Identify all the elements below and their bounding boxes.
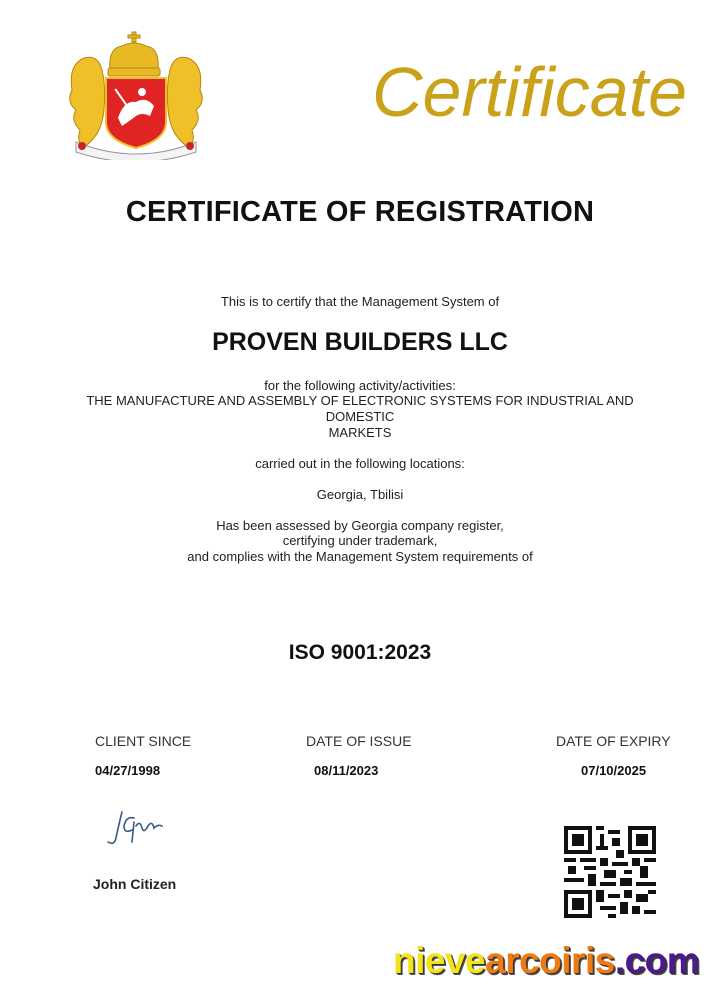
company-name: PROVEN BUILDERS LLC	[212, 328, 508, 356]
intro-text: This is to certify that the Management System of	[220, 294, 500, 309]
activity-line: MARKETS	[328, 425, 392, 440]
date-of-issue-value: 08/11/2023	[314, 763, 379, 778]
client-since-label: CLIENT SINCE	[95, 733, 192, 749]
signer-name: John Citizen	[93, 876, 177, 892]
activity-line: THE MANUFACTURE AND ASSEMBLY OF ELECTRONIC SYSTEMS FOR INDUSTRIAL AND	[86, 393, 634, 408]
client-since-value: 04/27/1998	[95, 763, 161, 778]
iso-standard: ISO 9001:2023	[288, 641, 432, 664]
date-of-issue-label: DATE OF ISSUE	[306, 733, 412, 749]
date-of-expiry-label: DATE OF EXPIRY	[556, 733, 671, 749]
crown-icon	[108, 32, 160, 76]
certificate-heading: Certificate	[372, 53, 688, 131]
assessment-line: and complies with the Management System requirements of	[187, 549, 533, 564]
watermark-part: .com	[614, 940, 700, 981]
watermark-part: arcoiris	[485, 940, 615, 981]
locations-intro: carried out in the following locations:	[255, 456, 465, 471]
coat-of-arms-emblem	[62, 30, 210, 160]
qr-code[interactable]	[564, 826, 656, 918]
watermark-part: nieve	[393, 940, 486, 981]
activity-line: DOMESTIC	[325, 409, 395, 424]
watermark-logo	[393, 940, 699, 982]
location: Georgia, Tbilisi	[316, 487, 404, 502]
assessment-line: Has been assessed by Georgia company register,	[216, 518, 504, 533]
assessment-line: certifying under trademark,	[282, 533, 438, 548]
date-of-expiry-value: 07/10/2025	[581, 763, 647, 778]
signature-image	[104, 808, 166, 848]
activity-intro: for the following activity/activities:	[264, 378, 456, 393]
document-title: CERTIFICATE OF REGISTRATION	[125, 196, 595, 228]
